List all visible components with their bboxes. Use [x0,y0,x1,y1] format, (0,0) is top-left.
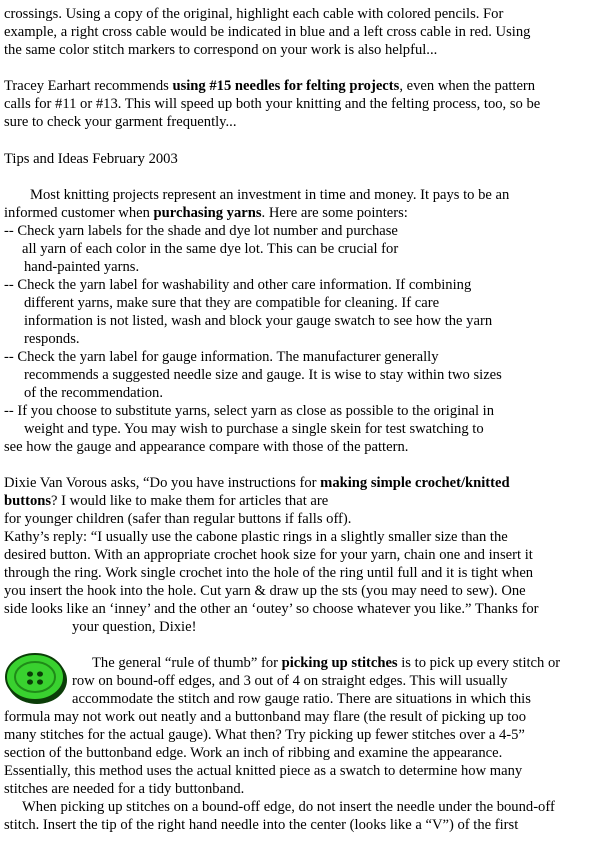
intro-line: crossings. Using a copy of the original, highlight each cable with colored pencils. For [4,6,504,22]
bullet-line: of the recommendation. [24,385,163,401]
picking-text: is to pick up every stitch or [397,655,561,671]
tracey-text: , even when the pattern [399,78,536,94]
section-heading: Tips and Ideas February 2003 [4,151,178,167]
picking-line: accommodate the stitch and row gauge ratio. There are situations in which this [72,691,531,707]
picking-line: stitch. Insert the tip of the right hand needle into the center (looks like a “V”) of the first [4,817,519,833]
dixie-line [4,474,510,492]
yarn-text: . Here are some pointers: [261,205,408,221]
bullet-line: information is not listed, wash and block your gauge swatch to see how the yarn [24,313,493,329]
picking-text: The general “rule of thumb” for [92,655,282,671]
picking-line: row on bound-off edges, and 3 out of 4 on straight edges. This will usually [72,673,508,689]
yarn-text: informed customer when [4,205,154,221]
reply-line: side looks like an ‘inney’ and the other an ‘outey’ so choose whatever you like.” Thanks for [4,601,539,617]
reply-line: you insert the hook into the hole. Cut yarn & draw up the sts (you may need to sew). One [4,583,526,599]
picking-line [92,654,560,672]
dixie-text: ? I would like to make them for articles that are [51,493,329,509]
bullet-line: weight and type. You may wish to purchase a single skein for test swatching to [24,421,484,437]
tracey-emphasis: using #15 needles for felting projects [172,78,400,94]
picking-line: Essentially, this method uses the actual knitted piece as a swatch to determine how many [4,763,523,779]
bullet-line: -- If you choose to substitute yarns, select yarn as close as possible to the original in [4,403,494,419]
dixie-emphasis: making simple crochet/knitted [320,475,510,491]
green-button-icon [4,650,68,706]
picking-line: When picking up stitches on a bound-off edge, do not insert the needle under the bound-off [22,799,555,815]
picking-line: formula may not work out neatly and a buttonband may flare (the result of picking up too [4,709,526,725]
reply-line: your question, Dixie! [72,619,197,635]
dixie-text: Dixie Van Vorous asks, “Do you have instructions for [4,475,321,491]
tracey-line [4,77,535,95]
tracey-text: Tracey Earhart recommends [4,78,173,94]
bullet-line: all yarn of each color in the same dye lot. This can be crucial for [22,241,399,257]
bullet-line: -- Check the yarn label for washability and other care information. If combining [4,277,472,293]
bullet-line: hand-painted yarns. [24,259,140,275]
bullet-line: -- Check yarn labels for the shade and dye lot number and purchase [4,223,398,239]
intro-line: the same color stitch markers to correspond on your work is also helpful... [4,42,438,58]
picking-line: many stitches for the actual gauge). What then? Try picking up fewer stitches over a 4-5” [4,727,525,743]
picking-line: stitches are needed for a tidy buttonband. [4,781,245,797]
picking-line: section of the buttonband edge. Work an inch of ribbing and examine the appearance. [4,745,503,761]
tracey-line: sure to check your garment frequently... [4,114,237,130]
bullet-line: -- Check the yarn label for gauge information. The manufacturer generally [4,349,439,365]
dixie-line: for younger children (safer than regular buttons if falls off). [4,511,352,527]
bullet-line: recommends a suggested needle size and gauge. It is wise to stay within two sizes [24,367,502,383]
dixie-line [4,492,328,510]
bullet-line: responds. [24,331,80,347]
bullet-line: different yarns, make sure that they are compatible for cleaning. If care [24,295,440,311]
yarn-emphasis: purchasing yarns [153,205,262,221]
reply-line: Kathy’s reply: “I usually use the cabone plastic rings in a slightly smaller size than the [4,529,508,545]
yarn-line: Most knitting projects represent an investment in time and money. It pays to be an [30,187,510,203]
yarn-line [4,204,408,222]
intro-line: example, a right cross cable would be indicated in blue and a left cross cable in red. Using [4,24,531,40]
dixie-emphasis: buttons [4,493,52,509]
picking-emphasis: picking up stitches [281,655,398,671]
tracey-line: calls for #11 or #13. This will speed up both your knitting and the felting process, too, so be [4,96,541,112]
reply-line: desired button. With an appropriate crochet hook size for your yarn, chain one and insert it [4,547,533,563]
reply-line: through the ring. Work single crochet into the hole of the ring until full and it is tight when [4,565,534,581]
bullet-line: see how the gauge and appearance compare with those of the pattern. [4,439,409,455]
